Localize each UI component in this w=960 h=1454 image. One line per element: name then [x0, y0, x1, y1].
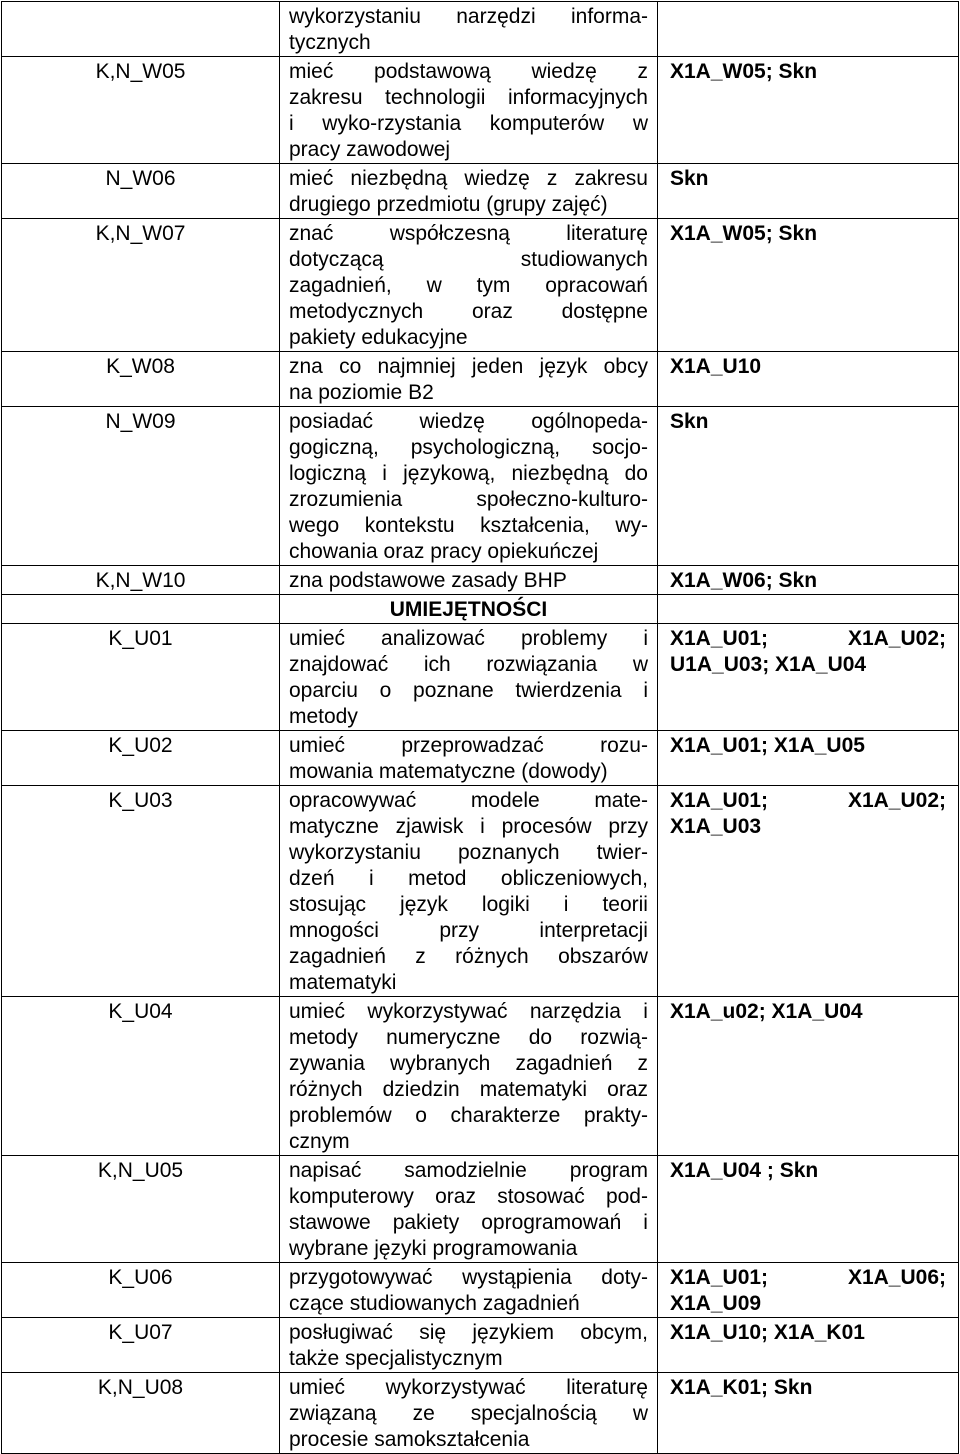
- description-line: [289, 999, 648, 1025]
- description-line: [289, 1158, 648, 1184]
- knowledge-rows: [2, 2, 959, 595]
- outcome-description: [280, 786, 658, 997]
- description-line: [289, 273, 648, 299]
- word: oparciu: [289, 679, 358, 702]
- word: psychologiczną,: [410, 436, 561, 459]
- word: X1A_U02;: [847, 627, 946, 650]
- word: dostępne: [561, 300, 648, 323]
- word: teorii: [602, 893, 648, 916]
- word: oraz: [435, 1185, 476, 1208]
- word: zjawisk: [395, 815, 464, 838]
- word: wykorzystywać: [367, 1000, 508, 1023]
- description-line: [289, 626, 648, 652]
- word: oraz: [607, 1078, 648, 1101]
- word: o: [379, 679, 392, 702]
- reference-line: X1A_U09: [670, 1292, 762, 1315]
- word: doty-: [601, 1266, 648, 1289]
- table-row: [2, 1318, 959, 1373]
- word: obcy: [603, 355, 648, 378]
- word: ze: [412, 1402, 435, 1425]
- word: literaturę: [566, 1376, 648, 1399]
- word: informa-: [570, 5, 648, 28]
- word: metodycznych: [289, 300, 424, 323]
- word: rozwią-: [580, 1026, 648, 1049]
- word: zakresu: [574, 167, 648, 190]
- outcome-code: K,N_U05: [2, 1156, 280, 1263]
- outcome-code: K_U06: [2, 1263, 280, 1318]
- word: opracowywać: [289, 789, 417, 812]
- description-line: [289, 461, 648, 487]
- word: podstawową: [374, 60, 491, 83]
- word: ich: [423, 653, 451, 676]
- word: wykorzystaniu: [289, 5, 421, 28]
- description-line: [289, 788, 648, 814]
- description-line: [289, 299, 648, 325]
- word: twier-: [596, 841, 648, 864]
- word: zagadnień,: [289, 274, 392, 297]
- outcome-code: K_U07: [2, 1318, 280, 1373]
- word: komputerowy: [289, 1185, 414, 1208]
- word: ogólnopeda-: [531, 410, 648, 433]
- word: obliczeniowych,: [500, 867, 648, 890]
- word: problemy: [520, 627, 608, 650]
- word: tym: [476, 274, 511, 297]
- description-line: [289, 111, 648, 137]
- table-row: [2, 786, 959, 997]
- word: o: [415, 1104, 427, 1127]
- reference-line: U1A_U03; X1A_U04: [670, 653, 867, 676]
- word: gogiczną,: [289, 436, 379, 459]
- word: zrozumienia: [289, 488, 403, 511]
- outcome-description: [280, 1263, 658, 1318]
- outcome-code: N_W09: [2, 407, 280, 566]
- learning-outcomes-table: [1, 1, 959, 1454]
- description-line: [289, 1265, 648, 1291]
- word: komputerów: [489, 112, 605, 135]
- word: charakterze: [450, 1104, 561, 1127]
- word: różnych: [455, 945, 529, 968]
- description-line: pakiety edukacyjne: [289, 326, 468, 349]
- word: narzędzi: [456, 5, 536, 28]
- description-line: matematyki: [289, 971, 397, 994]
- word: i: [643, 1211, 648, 1234]
- word: wykorzystywać: [385, 1376, 526, 1399]
- word: analizować: [381, 627, 485, 650]
- word: i: [289, 112, 294, 135]
- outcome-description: [280, 997, 658, 1156]
- table-row: [2, 2, 959, 57]
- outcome-code: K,N_W10: [2, 566, 280, 595]
- word: i: [643, 627, 648, 650]
- word: twierdzenia: [515, 679, 622, 702]
- word: zakresu: [289, 86, 363, 109]
- word: przeprowadzać: [401, 734, 544, 757]
- word: język: [539, 355, 588, 378]
- word: obcym,: [580, 1321, 648, 1344]
- outcome-description: [280, 352, 658, 407]
- word: rozwiązania: [486, 653, 598, 676]
- word: i: [382, 462, 387, 485]
- word: przy: [608, 815, 648, 838]
- outcome-code: K_U01: [2, 624, 280, 731]
- reference-line: [670, 626, 946, 652]
- effect-reference: [658, 1373, 959, 1454]
- word: umieć: [289, 734, 346, 757]
- description-line: [289, 435, 648, 461]
- word: umieć: [289, 1000, 346, 1023]
- description-line: [289, 733, 648, 759]
- word: umieć: [289, 1376, 346, 1399]
- outcome-code: K_U03: [2, 786, 280, 997]
- word: wiedzę: [464, 167, 530, 190]
- word: i: [643, 1000, 648, 1023]
- table-row: [2, 1156, 959, 1263]
- word: zywania: [289, 1052, 365, 1075]
- description-line: metody: [289, 705, 358, 728]
- description-line: [289, 1025, 648, 1051]
- word: społeczno-kulturo-: [476, 488, 648, 511]
- outcome-description: [280, 1373, 658, 1454]
- word: logiki: [481, 893, 530, 916]
- word: numeryczne: [386, 1026, 501, 1049]
- word: współczesną: [389, 222, 510, 245]
- outcome-description: [280, 1318, 658, 1373]
- word: jeden: [471, 355, 524, 378]
- word: poznanych: [457, 841, 560, 864]
- outcome-description: [280, 57, 658, 164]
- outcome-description: [280, 1156, 658, 1263]
- effect-reference: X1A_W06; Skn: [658, 566, 959, 595]
- table-row: [2, 1263, 959, 1318]
- word: umieć: [289, 627, 346, 650]
- word: matyczne: [289, 815, 379, 838]
- section-heading-row: [2, 595, 959, 624]
- word: najmniej: [377, 355, 456, 378]
- description-line: [289, 1184, 648, 1210]
- section-heading: UMIEJĘTNOŚCI: [280, 595, 658, 624]
- word: w: [632, 112, 648, 135]
- word: dzeń: [289, 867, 335, 890]
- outcome-code: K,N_U08: [2, 1373, 280, 1454]
- description-line: procesie samokształcenia: [289, 1428, 530, 1451]
- effect-reference: [658, 731, 959, 786]
- outcome-description: [280, 624, 658, 731]
- description-line: na poziomie B2: [289, 381, 434, 404]
- description-line: [289, 166, 648, 192]
- description-line: tycznych: [289, 31, 371, 54]
- word: mnogości: [289, 919, 379, 942]
- description-line: wybrane języki programowania: [289, 1237, 578, 1260]
- word: mieć: [289, 60, 334, 83]
- description-line: [289, 85, 648, 111]
- description-line: [289, 1051, 648, 1077]
- reference-line: X1A_U01; X1A_U05: [670, 734, 865, 757]
- effect-reference: [658, 1263, 959, 1318]
- word: program: [569, 1159, 648, 1182]
- description-line: [289, 944, 648, 970]
- word: X1A_U01;: [670, 627, 769, 650]
- word: informacyjnych: [507, 86, 648, 109]
- effect-reference: Skn: [658, 407, 959, 566]
- description-line: [289, 652, 648, 678]
- outcome-description: [280, 2, 658, 57]
- description-line: [289, 1210, 648, 1236]
- word: interpretacji: [539, 919, 648, 942]
- word: X1A_U02;: [847, 789, 946, 812]
- word: niezbędną: [350, 167, 448, 190]
- skills-rows: [2, 624, 959, 1454]
- description-line: [289, 892, 648, 918]
- description-line: chowania oraz pracy opiekuńczej: [289, 540, 599, 563]
- word: literaturę: [566, 222, 648, 245]
- word: wykorzystaniu: [289, 841, 421, 864]
- effect-reference: [658, 2, 959, 57]
- description-line: [289, 354, 648, 380]
- word: posiadać: [289, 410, 374, 433]
- word: do: [624, 462, 648, 485]
- word: mieć: [289, 167, 334, 190]
- word: z: [415, 945, 426, 968]
- word: z: [637, 1052, 648, 1075]
- word: socjo-: [591, 436, 648, 459]
- word: i: [563, 893, 569, 916]
- description-line: [289, 918, 648, 944]
- effect-reference: [658, 1318, 959, 1373]
- description-line: [289, 4, 648, 30]
- word: przygotowywać: [289, 1266, 433, 1289]
- word: stawowe: [289, 1211, 371, 1234]
- outcome-description: [280, 566, 658, 595]
- table-row: [2, 731, 959, 786]
- description-line: [289, 1103, 648, 1129]
- word: pod-: [605, 1185, 648, 1208]
- description-line: [289, 1320, 648, 1346]
- effect-reference: X1A_W05; Skn: [658, 219, 959, 352]
- effect-reference: [658, 1156, 959, 1263]
- word: przy: [439, 919, 479, 942]
- word: procesów: [501, 815, 592, 838]
- word: modele: [470, 789, 540, 812]
- description-line: cznym: [289, 1130, 350, 1153]
- word: wybranych: [389, 1052, 491, 1075]
- word: zagadnień: [289, 945, 386, 968]
- word: kontekstu: [364, 514, 455, 537]
- word: problemów: [289, 1104, 392, 1127]
- effect-reference: Skn: [658, 164, 959, 219]
- word: znajdować: [289, 653, 389, 676]
- word: i: [480, 815, 485, 838]
- word: oprogramowań: [481, 1211, 622, 1234]
- word: związaną: [289, 1402, 377, 1425]
- description-line: [289, 678, 648, 704]
- word: obszarów: [558, 945, 648, 968]
- reference-line: [670, 788, 946, 814]
- description-line: zna podstawowe zasady BHP: [289, 569, 567, 592]
- outcome-code: K,N_W07: [2, 219, 280, 352]
- word: X1A_U01;: [670, 1266, 769, 1289]
- word: co: [339, 355, 362, 378]
- word: technologii: [385, 86, 486, 109]
- description-line: [289, 513, 648, 539]
- word: znać: [289, 222, 334, 245]
- description-line: czące studiowanych zagadnień: [289, 1292, 580, 1315]
- description-line: [289, 840, 648, 866]
- description-line: mowania matematyczne (dowody): [289, 760, 608, 783]
- word: studiowanych: [520, 248, 648, 271]
- word: poznane: [413, 679, 494, 702]
- word: wy-: [615, 514, 648, 537]
- word: z: [637, 60, 648, 83]
- word: niezbędną: [511, 462, 609, 485]
- word: prakty-: [583, 1104, 648, 1127]
- word: wystąpienia: [462, 1266, 572, 1289]
- word: napisać: [289, 1159, 362, 1182]
- word: pakiety: [392, 1211, 460, 1234]
- outcome-code: K_U02: [2, 731, 280, 786]
- effect-reference: X1A_W05; Skn: [658, 57, 959, 164]
- word: w: [426, 274, 442, 297]
- reference-line: [670, 1265, 946, 1291]
- outcome-code: K_U04: [2, 997, 280, 1156]
- word: do: [528, 1026, 553, 1049]
- table-row: [2, 997, 959, 1156]
- word: zagadnień: [515, 1052, 613, 1075]
- reference-line: X1A_U10; X1A_K01: [670, 1321, 865, 1344]
- description-line: pracy zawodowej: [289, 138, 451, 161]
- outcome-code: [2, 2, 280, 57]
- word: opracowań: [545, 274, 648, 297]
- description-line: [289, 409, 648, 435]
- description-line: [289, 814, 648, 840]
- word: metody: [289, 1026, 358, 1049]
- effect-reference: X1A_U10: [658, 352, 959, 407]
- effect-reference: [658, 624, 959, 731]
- description-line: [289, 1375, 648, 1401]
- description-line: [289, 1077, 648, 1103]
- outcome-description: [280, 219, 658, 352]
- description-line: [289, 866, 648, 892]
- word: stosować: [497, 1185, 585, 1208]
- table-row: [2, 407, 959, 566]
- word: posługiwać: [289, 1321, 393, 1344]
- word: w: [632, 653, 648, 676]
- word: metod: [408, 867, 467, 890]
- word: dziedzin: [382, 1078, 460, 1101]
- description-line: [289, 1401, 648, 1427]
- word: się: [419, 1321, 447, 1344]
- word: językiem: [472, 1321, 555, 1344]
- word: kształcenia,: [480, 514, 590, 537]
- word: z: [546, 167, 558, 190]
- word: różnych: [289, 1078, 363, 1101]
- word: dotyczącą: [289, 248, 384, 271]
- word: rozu-: [600, 734, 648, 757]
- word: mate-: [594, 789, 648, 812]
- table-row: [2, 1373, 959, 1454]
- outcome-code: K_W08: [2, 352, 280, 407]
- word: wiedzę: [531, 60, 597, 83]
- word: X1A_U01;: [670, 789, 769, 812]
- word: oraz: [471, 300, 513, 323]
- outcome-code: K,N_W05: [2, 57, 280, 164]
- description-line: także specjalistycznym: [289, 1347, 503, 1370]
- word: wiedzę: [419, 410, 485, 433]
- outcome-description: [280, 164, 658, 219]
- table-row: [2, 164, 959, 219]
- word: i: [368, 867, 374, 890]
- outcome-description: [280, 731, 658, 786]
- word: w: [632, 1402, 648, 1425]
- reference-line: X1A_K01; Skn: [670, 1376, 813, 1399]
- word: i: [643, 679, 648, 702]
- description-line: [289, 221, 648, 247]
- table-row: [2, 57, 959, 164]
- table-row: [2, 566, 959, 595]
- word: wyko-rzystania: [322, 112, 462, 135]
- table-row: [2, 624, 959, 731]
- word: wego: [289, 514, 340, 537]
- word: matematyki: [479, 1078, 588, 1101]
- word: językową,: [403, 462, 496, 485]
- table-row: [2, 219, 959, 352]
- effect-reference: [658, 997, 959, 1156]
- effect-reference: [658, 786, 959, 997]
- word: stosując: [289, 893, 367, 916]
- reference-line: X1A_U04 ; Skn: [670, 1159, 819, 1182]
- word: zna: [289, 355, 323, 378]
- word: logiczną: [289, 462, 367, 485]
- description-line: [289, 487, 648, 513]
- reference-line: X1A_u02; X1A_U04: [670, 1000, 863, 1023]
- word: X1A_U06;: [847, 1266, 946, 1289]
- description-line: [289, 59, 648, 85]
- outcome-code: N_W06: [2, 164, 280, 219]
- word: narzędzia: [529, 1000, 621, 1023]
- reference-line: X1A_U03: [670, 815, 762, 838]
- description-line: [289, 247, 648, 273]
- word: samodzielnie: [404, 1159, 527, 1182]
- outcome-description: [280, 407, 658, 566]
- word: specjalnością: [470, 1402, 597, 1425]
- word: język: [400, 893, 448, 916]
- description-line: drugiego przedmiotu (grupy zajęć): [289, 193, 608, 216]
- table-row: [2, 352, 959, 407]
